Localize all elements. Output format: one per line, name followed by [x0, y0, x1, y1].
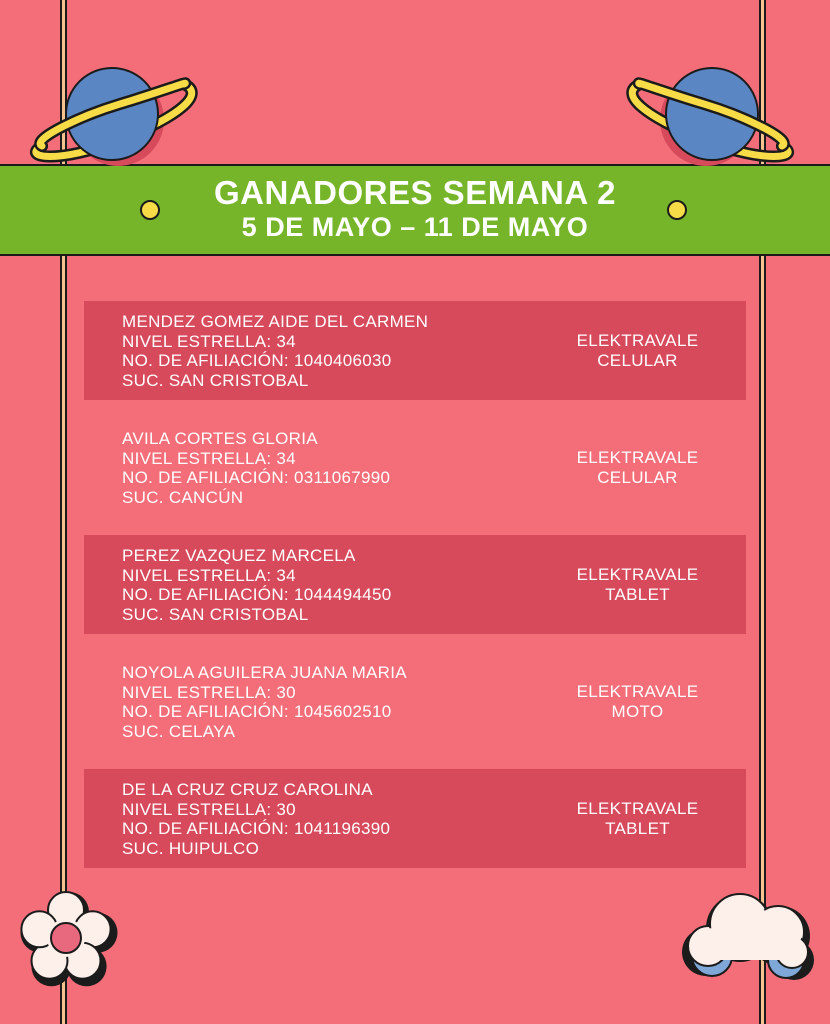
winner-affiliation: NO. DE AFILIACIÓN: 1044494450: [122, 585, 392, 605]
planet-icon: [20, 60, 200, 180]
winner-level: NIVEL ESTRELLA: 34: [122, 331, 296, 351]
winner-name: PEREZ VAZQUEZ MARCELA: [122, 546, 356, 565]
list-item: [84, 535, 746, 634]
date-range: 5 DE MAYO – 11 DE MAYO: [241, 212, 589, 242]
winner-name: MENDEZ GOMEZ AIDE DEL CARMEN: [122, 312, 429, 331]
flower-icon: [12, 886, 120, 994]
planet-icon: [624, 60, 804, 180]
winner-branch: SUC. CELAYA: [122, 721, 236, 741]
list-item: [84, 652, 746, 751]
winner-level: NIVEL ESTRELLA: 34: [122, 565, 296, 585]
winner-branch: SUC. HUIPULCO: [122, 838, 260, 858]
winner-prize: ELEKTRAVALE CELULAR: [576, 448, 699, 487]
list-item: [84, 769, 746, 868]
winner-name: AVILA CORTES GLORIA: [122, 429, 318, 448]
winner-affiliation: NO. DE AFILIACIÓN: 0311067990: [122, 468, 391, 488]
winner-level: NIVEL ESTRELLA: 30: [122, 799, 296, 819]
winner-prize: ELEKTRAVALE CELULAR: [576, 331, 699, 370]
winner-affiliation: NO. DE AFILIACIÓN: 1040406030: [122, 351, 392, 371]
winner-branch: SUC. CANCÚN: [122, 487, 244, 507]
banner-dot-right: [667, 200, 687, 220]
banner-dot-left: [140, 200, 160, 220]
winner-name: DE LA CRUZ CRUZ CAROLINA: [122, 780, 373, 799]
winner-prize: ELEKTRAVALE MOTO: [576, 682, 699, 721]
winner-affiliation: NO. DE AFILIACIÓN: 1045602510: [122, 702, 392, 722]
winner-level: NIVEL ESTRELLA: 30: [122, 682, 296, 702]
list-item: [84, 418, 746, 517]
page-title: GANADORES SEMANA 2: [214, 174, 616, 211]
cloud-icon: [676, 886, 818, 986]
winner-level: NIVEL ESTRELLA: 34: [122, 448, 296, 468]
winners-list: [84, 301, 746, 886]
winner-prize: ELEKTRAVALE TABLET: [576, 799, 699, 838]
winner-branch: SUC. SAN CRISTOBAL: [122, 370, 309, 390]
winner-prize: ELEKTRAVALE TABLET: [576, 565, 699, 604]
list-item: [84, 301, 746, 400]
winner-branch: SUC. SAN CRISTOBAL: [122, 604, 309, 624]
winner-affiliation: NO. DE AFILIACIÓN: 1041196390: [122, 819, 391, 839]
winner-name: NOYOLA AGUILERA JUANA MARIA: [122, 663, 407, 682]
